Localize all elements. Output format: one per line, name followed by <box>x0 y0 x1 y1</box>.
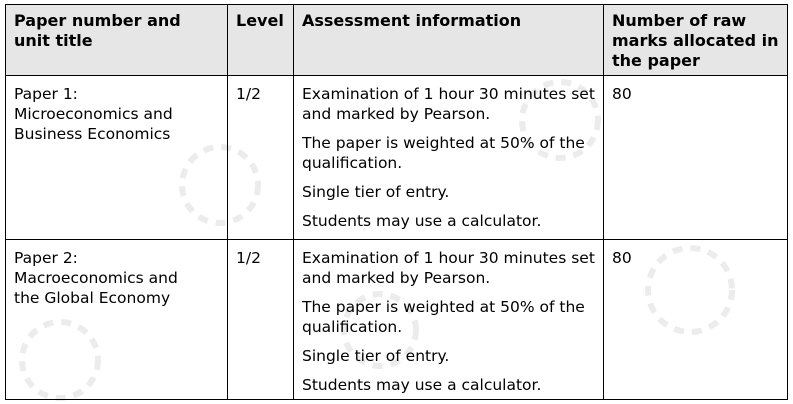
paper-number: Paper 1: <box>14 85 78 103</box>
table-header-row <box>6 5 788 76</box>
assessment-text: Single tier of entry. <box>302 347 450 365</box>
header-raw-marks: Number of raw marks allocated in the paper <box>604 5 788 76</box>
unit-title-line: Microeconomics and <box>14 105 173 123</box>
assessment-text: Examination of 1 hour 30 minutes set and marked by Pearson. <box>302 249 595 287</box>
header-paper-number: Paper number and unit title <box>6 5 228 76</box>
marks-cell: 80 <box>604 76 788 240</box>
assessment-text: Students may use a calculator. <box>302 212 542 230</box>
marks-cell: 80 <box>604 240 788 400</box>
assessment-text: The paper is weighted at 50% of the qualification. <box>302 298 585 336</box>
assessment-text: The paper is weighted at 50% of the qualification. <box>302 134 585 172</box>
assessment-cell <box>294 76 604 240</box>
paper-title-cell <box>6 240 228 400</box>
level-cell: 1/2 <box>228 76 294 240</box>
assessment-cell <box>294 240 604 400</box>
header-level: Level <box>228 5 294 76</box>
header-assessment-information: Assessment information <box>294 5 604 76</box>
assessment-text: Students may use a calculator. <box>302 376 542 394</box>
table-row <box>6 76 788 240</box>
unit-title-line: Business Economics <box>14 125 171 143</box>
paper-number: Paper 2: <box>14 249 78 267</box>
assessment-text: Examination of 1 hour 30 minutes set and marked by Pearson. <box>302 85 595 123</box>
paper-title-cell <box>6 76 228 240</box>
level-cell: 1/2 <box>228 240 294 400</box>
assessment-text: Single tier of entry. <box>302 183 450 201</box>
table-row <box>6 240 788 400</box>
unit-title-line: the Global Economy <box>14 289 171 307</box>
assessment-table <box>5 4 788 400</box>
unit-title-line: Macroeconomics and <box>14 269 178 287</box>
